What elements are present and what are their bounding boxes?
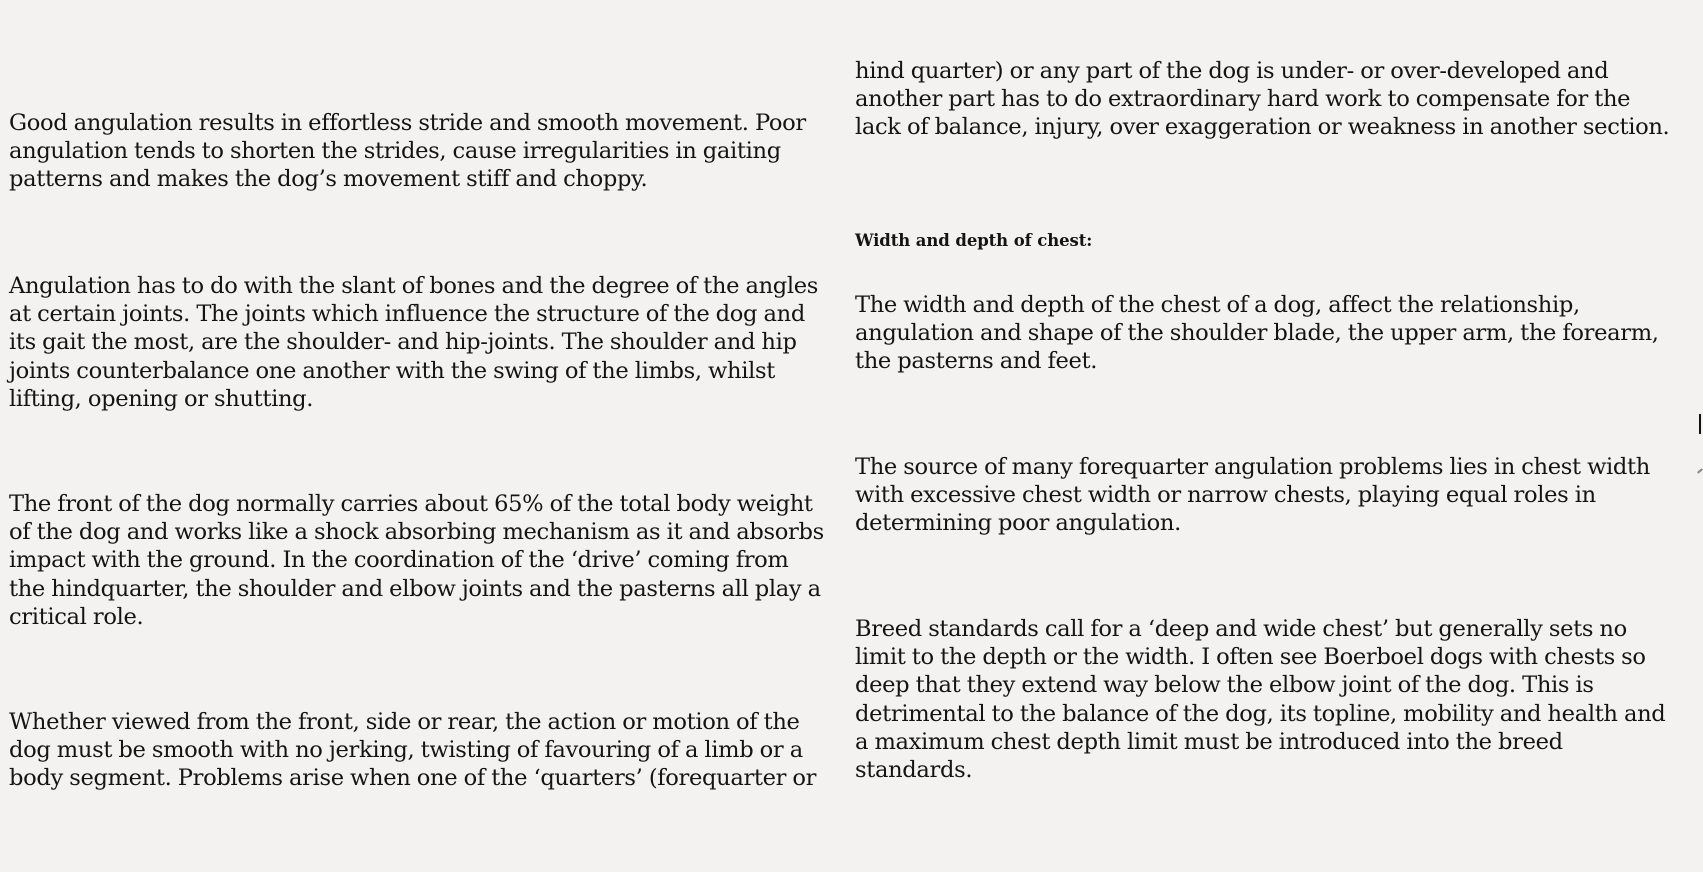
text-line: a maximum chest depth limit must be introduced into the breed — [855, 728, 1563, 755]
section-heading-chest: Width and depth of chest: — [855, 231, 1093, 250]
paragraph-front-weight — [9, 490, 824, 631]
text-line: another part has to do extraordinary hard work to compensate for the — [855, 86, 1631, 113]
text-line: deep that they extend way below the elbow joint of the dog. This is — [855, 672, 1594, 699]
text-cursor — [1699, 414, 1701, 434]
text-line: the pasterns and feet. — [855, 348, 1098, 375]
text-line: at certain joints. The joints which influence the structure of the dog and — [9, 301, 805, 328]
text-line: Whether viewed from the front, side or rear, the action or motion of the — [9, 709, 800, 735]
text-line: body segment. Problems arise when one of the ‘quarters’ (forequarter or — [9, 765, 817, 792]
text-line: determining poor angulation. — [855, 510, 1181, 537]
paragraph-angulation-joints — [9, 272, 818, 413]
text-line: The width and depth of the chest of a dog, affect the relationship, — [855, 292, 1580, 318]
paragraph-chest-width-depth — [855, 291, 1659, 376]
text-line: of the dog and works like a shock absorbing mechanism as it and absorbs — [9, 519, 824, 546]
paragraph-forequarter-problems — [855, 453, 1650, 538]
text-line: the hindquarter, the shoulder and elbow joints and the pasterns all play a — [9, 575, 821, 602]
text-line: hind quarter) or any part of the dog is under- or over-developed and — [855, 58, 1609, 84]
text-line: critical role. — [9, 603, 144, 630]
text-line: The source of many forequarter angulation problems lies in chest width — [855, 454, 1650, 480]
text-line: joints counterbalance one another with the swing of the limbs, whilst — [9, 357, 775, 384]
text-line: impact with the ground. In the coordination of the ‘drive’ coming from — [9, 547, 789, 574]
text-line: angulation and shape of the shoulder blade, the upper arm, the forearm, — [855, 320, 1659, 347]
text-line: lack of balance, injury, over exaggeration or weakness in another section. — [855, 114, 1670, 141]
paragraph-continuation — [855, 57, 1669, 142]
text-line: lifting, opening or shutting. — [9, 385, 314, 412]
paragraph-breed-standards — [855, 615, 1665, 784]
cursor-fragment — [1697, 468, 1703, 473]
text-line: The front of the dog normally carries about 65% of the total body weight — [9, 491, 813, 517]
text-line: angulation tends to shorten the strides, cause irregularities in gaiting — [9, 138, 781, 165]
text-line: standards. — [855, 757, 973, 784]
text-line: Breed standards call for a ‘deep and wide chest’ but generally sets no — [855, 616, 1627, 642]
text-line: limit to the depth or the width. I often see Boerboel dogs with chests so — [855, 644, 1646, 671]
text-line: detrimental to the balance of the dog, its topline, mobility and health and — [855, 700, 1666, 727]
text-line: its gait the most, are the shoulder- and hip-joints. The shoulder and hip — [9, 329, 797, 356]
paragraph-smooth-motion — [9, 708, 816, 793]
text-line: dog must be smooth with no jerking, twisting of favouring of a limb or a — [9, 737, 803, 764]
text-line: Good angulation results in effortless stride and smooth movement. Poor — [9, 110, 806, 136]
text-line: Angulation has to do with the slant of bones and the degree of the angles — [9, 273, 819, 299]
text-line: patterns and makes the dog’s movement stiff and choppy. — [9, 166, 648, 193]
text-line: with excessive chest width or narrow chests, playing equal roles in — [855, 482, 1596, 509]
paragraph-good-angulation — [9, 109, 806, 194]
